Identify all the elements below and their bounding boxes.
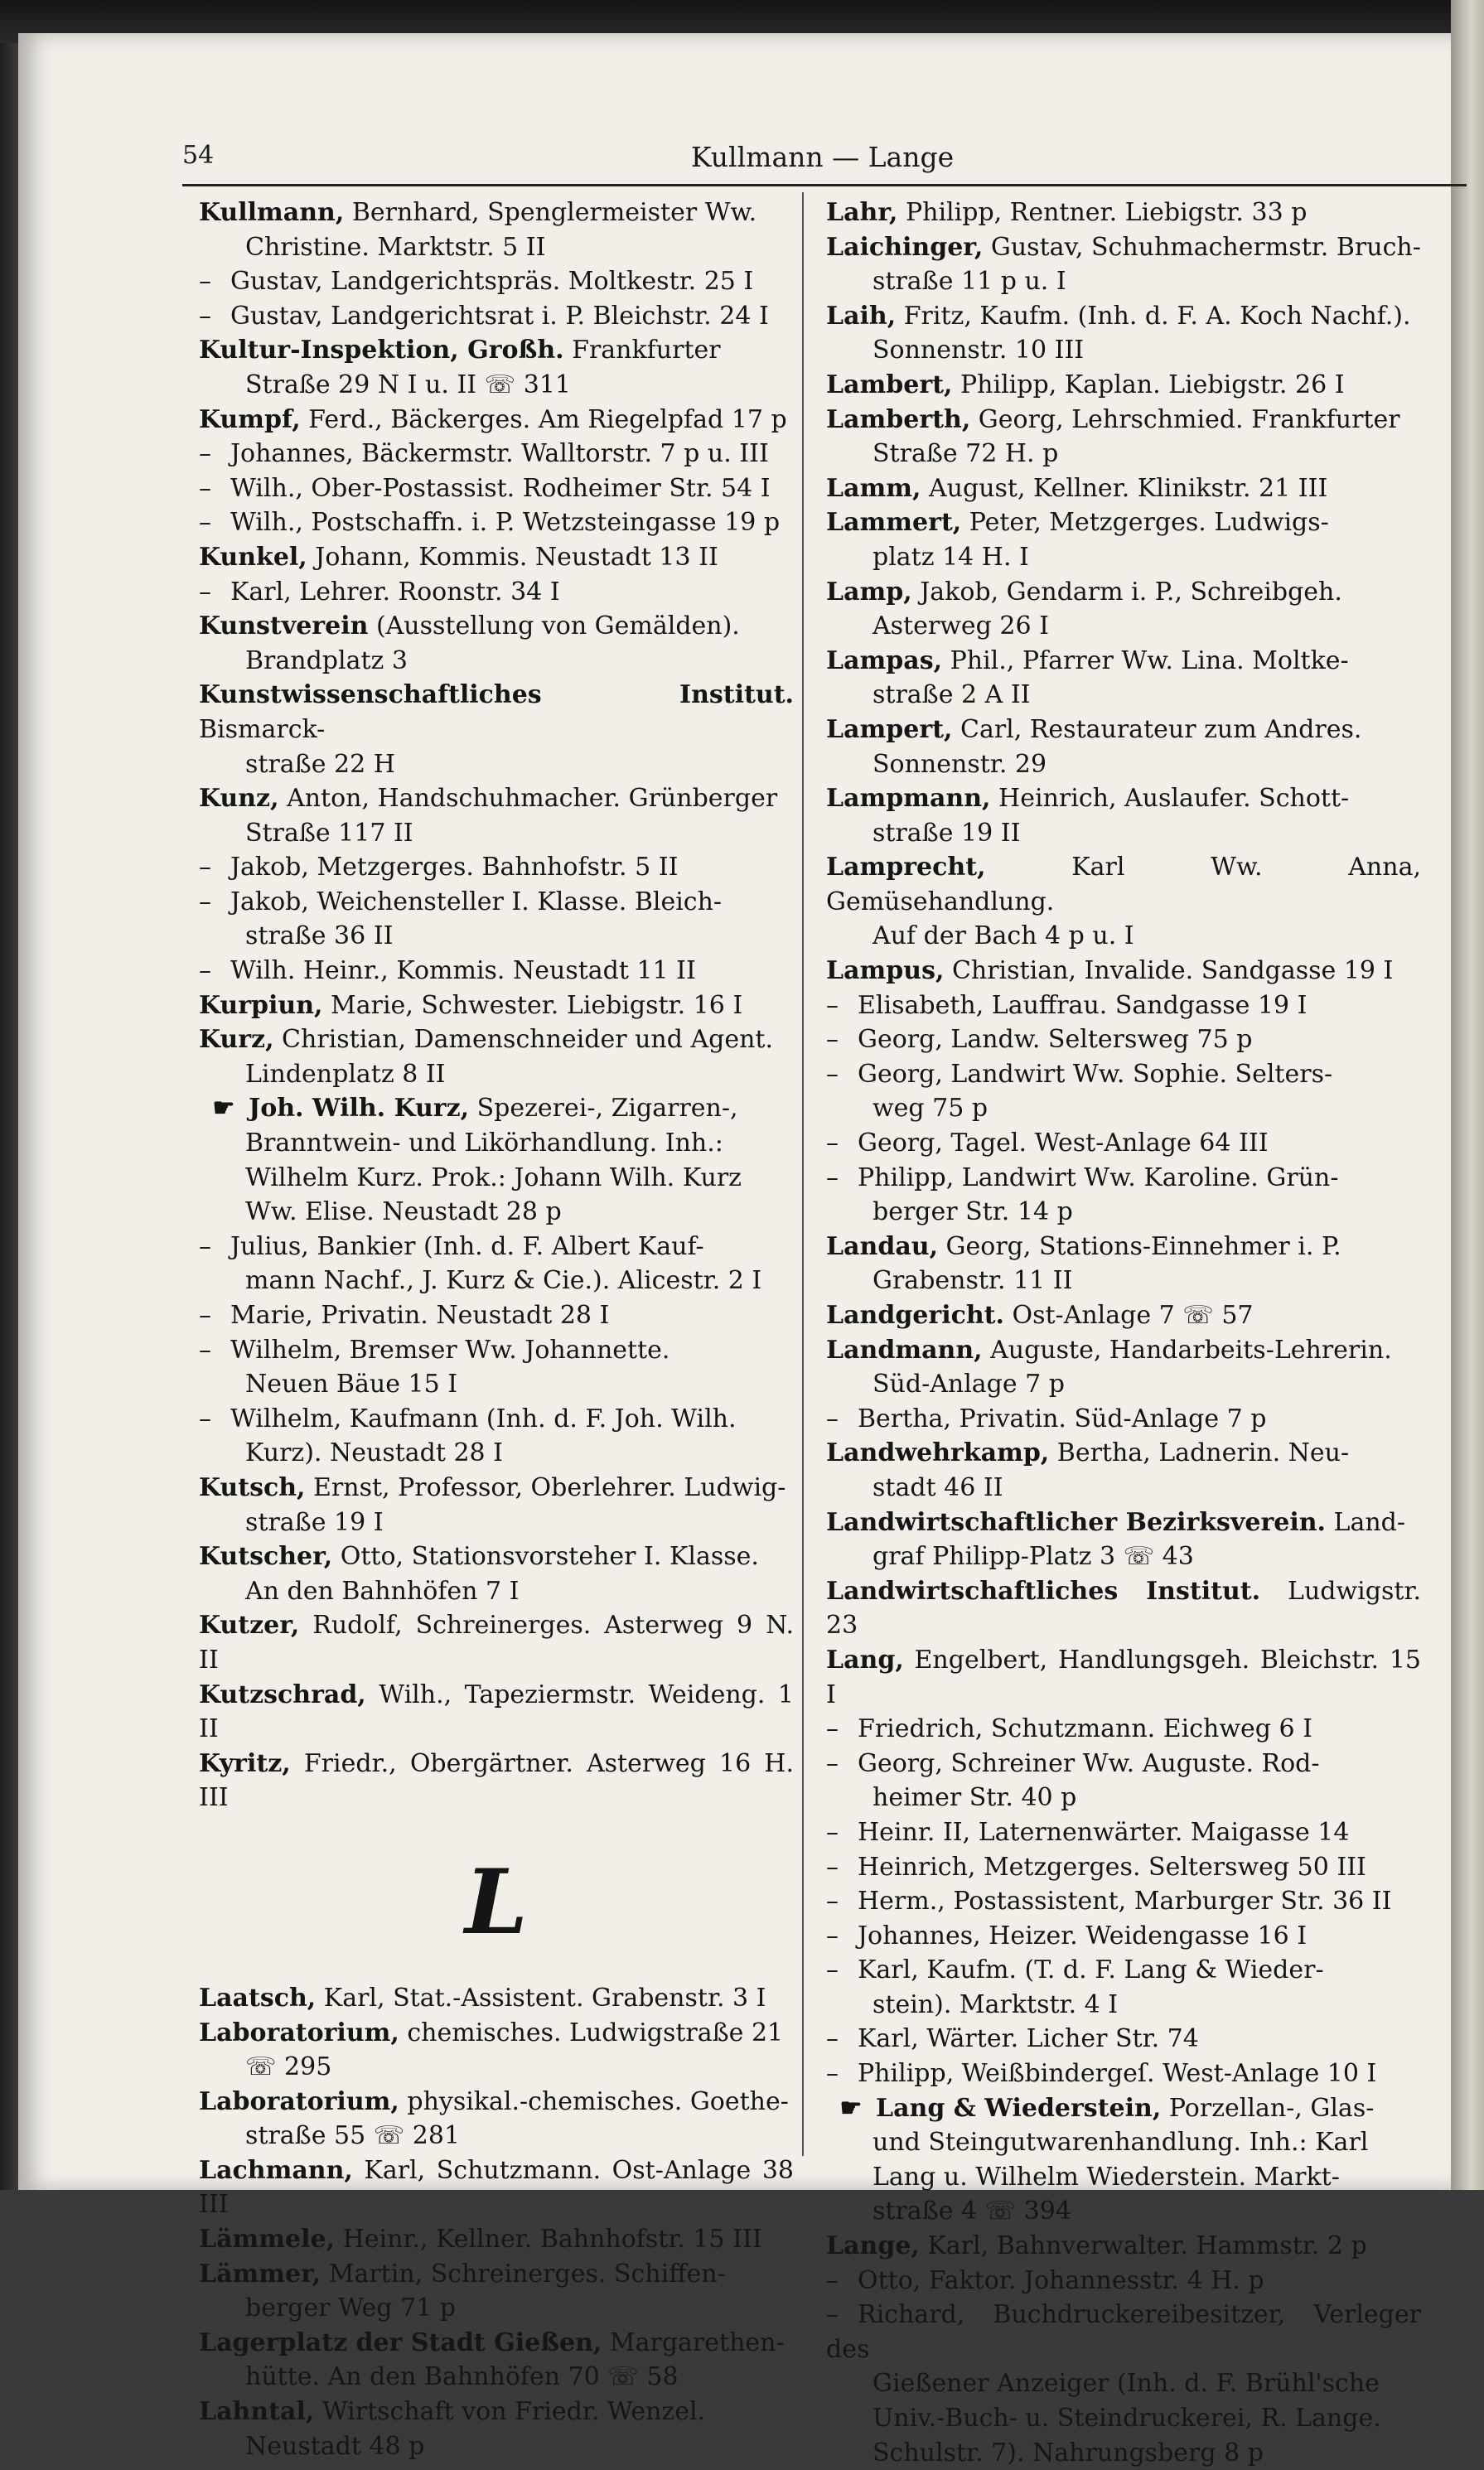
- ditto-dash: –: [826, 2265, 839, 2295]
- entry-text: Karl, Kaufm. (T. d. F. Lang & Wieder-: [858, 1955, 1324, 1985]
- page-edges: [1451, 0, 1484, 2190]
- column-divider: [802, 192, 804, 2156]
- entry-text: Georg, Landwirt Ww. Sophie. Selters-: [858, 1059, 1333, 1089]
- entry-text: Friedr., Obergärtner. Asterweg 16 H. III: [199, 1748, 794, 1813]
- directory-entry: [199, 2395, 794, 2429]
- entry-name: Laboratorium,: [199, 2018, 399, 2047]
- entry-name: Kutzer,: [199, 1611, 300, 1641]
- entry-text: Frankfurter: [563, 336, 721, 365]
- directory-entry: [826, 575, 1421, 610]
- entry-continuation: graf Philipp-Platz 3 ☏ 43: [873, 1542, 1194, 1572]
- directory-entry: [826, 505, 1421, 540]
- directory-entry: [199, 988, 794, 1023]
- entry-text: Wirtschaft von Friedr. Wenzel.: [314, 2397, 706, 2427]
- entry-text: Gustav, Landgerichtsrat i. P. Bleichstr. 24 I: [230, 301, 769, 331]
- left-column: [199, 196, 794, 2463]
- directory-entry: [826, 1126, 1421, 1161]
- ditto-dash: –: [826, 1059, 839, 1089]
- directory-entry: [826, 1919, 1421, 1954]
- ditto-dash: –: [826, 1025, 839, 1055]
- directory-entry: [199, 678, 794, 747]
- ditto-dash: –: [826, 1748, 839, 1778]
- directory-entry: [826, 2057, 1421, 2091]
- directory-entry: [199, 1608, 794, 1677]
- entry-continuation: stein). Marktstr. 4 I: [873, 1989, 1119, 2019]
- entry-text: Porzellan-, Glas-: [1161, 2093, 1375, 2123]
- ditto-dash: –: [826, 1817, 839, 1847]
- entry-name: Lange,: [826, 2231, 920, 2261]
- entry-continuation: Straße 117 II: [245, 818, 413, 848]
- entry-text: Anton, Handschuhmacher. Grünberger: [278, 784, 778, 814]
- entry-continuation: berger Weg 71 p: [245, 2294, 456, 2323]
- entry-text: Wilhelm, Kaufmann (Inh. d. F. Joh. Wilh.: [230, 1404, 737, 1433]
- directory-entry: [826, 1815, 1421, 1850]
- directory-entry: [826, 1747, 1421, 1781]
- entry-continuation: Straße 29 N I u. II ☏ 311: [245, 370, 571, 399]
- directory-entry: [826, 1333, 1421, 1368]
- entry-continuation: Christine. Marktstr. 5 II: [245, 232, 546, 262]
- entry-name: Lampus,: [826, 956, 945, 986]
- entry-name: Kurz,: [199, 1025, 274, 1055]
- entry-text: Bertha, Ladnerin. Neu-: [1049, 1438, 1350, 1468]
- entry-continuation: Lindenplatz 8 II: [245, 1059, 446, 1089]
- directory-entry: [826, 2298, 1421, 2366]
- entry-continuation: straße 4 ☏ 394: [873, 2197, 1071, 2226]
- entry-continuation: Gießener Anzeiger (Inh. d. F. Brühl'sche: [873, 2369, 1380, 2399]
- directory-entry: [826, 1436, 1421, 1471]
- entry-continuation: stadt 46 II: [873, 1472, 1003, 1502]
- entry-text: Karl, Stat.-Assistent. Grabenstr. 3 I: [316, 1983, 766, 2013]
- directory-entry: [826, 1230, 1421, 1264]
- directory-entry: [199, 1471, 794, 1506]
- entry-continuation: Neuen Bäue 15 I: [245, 1370, 458, 1399]
- entry-continuation: heimer Str. 40 p: [873, 1783, 1077, 1813]
- ditto-dash: –: [826, 1162, 839, 1192]
- entry-continuation: Auf der Bach 4 p u. I: [873, 921, 1134, 951]
- entry-text: Philipp, Landwirt Ww. Karoline. Grün-: [858, 1162, 1339, 1192]
- entry-text: Georg, Landw. Seltersweg 75 p: [858, 1025, 1253, 1055]
- entry-name: Kurpiun,: [199, 990, 323, 1020]
- directory-entry: [199, 403, 794, 437]
- entry-name: Lampas,: [826, 645, 943, 675]
- entry-text: Johann, Kommis. Neustadt 13 II: [307, 542, 718, 572]
- directory-entry: [199, 1022, 794, 1057]
- directory-entry: [826, 1643, 1421, 1712]
- ditto-dash: –: [826, 990, 839, 1020]
- entry-continuation: Ww. Elise. Neustadt 28 p: [245, 1197, 562, 1227]
- ditto-dash: –: [826, 2024, 839, 2054]
- entry-text: Karl, Schutzmann. Ost-Anlage 38 III: [199, 2155, 794, 2220]
- entry-continuation: straße 19 I: [245, 1507, 384, 1537]
- page-header: [182, 141, 1462, 182]
- entry-continuation: Asterweg 26 I: [873, 611, 1049, 641]
- entry-name: Lampert,: [826, 714, 953, 744]
- entry-text: Wilh. Heinr., Kommis. Neustadt 11 II: [230, 956, 696, 986]
- entry-text: Bismarck-: [199, 714, 326, 744]
- directory-entry: [199, 1298, 794, 1333]
- entry-text: Georg, Stations-Einnehmer i. P.: [938, 1231, 1341, 1261]
- entry-text: Spezerei-, Zigarren-,: [469, 1094, 738, 1124]
- entry-text: Jakob, Weichensteller I. Klasse. Bleich-: [230, 887, 723, 916]
- entry-continuation: straße 22 H: [245, 749, 395, 779]
- pointing-hand-icon: ☛: [839, 2093, 863, 2123]
- directory-entry: [199, 299, 794, 334]
- entry-continuation: mann Nachf., J. Kurz & Cie.). Alicestr. 2 I: [245, 1266, 762, 1296]
- entry-name: Kutzschrad,: [199, 1680, 366, 1709]
- directory-entry: [826, 230, 1421, 265]
- entry-text: Otto, Faktor. Johannesstr. 4 H. p: [858, 2265, 1264, 2295]
- entry-text: Johannes, Bäckermstr. Walltorstr. 7 p u. III: [230, 439, 769, 469]
- entry-text: Fritz, Kaufm. (Inh. d. F. A. Koch Nachf.).: [896, 301, 1411, 331]
- entry-text: Wilhelm, Bremser Ww. Johannette.: [230, 1335, 670, 1365]
- entry-continuation: berger Str. 14 p: [873, 1197, 1073, 1227]
- entry-name: Laih,: [826, 301, 897, 331]
- ditto-dash: –: [199, 1231, 211, 1261]
- entry-text: Gustav, Schuhmachermstr. Bruch-: [983, 232, 1421, 262]
- directory-entry: [199, 1678, 794, 1747]
- right-column: [826, 196, 1421, 2470]
- entry-continuation: straße 11 p u. I: [873, 267, 1066, 297]
- ditto-dash: –: [826, 1852, 839, 1882]
- entry-text: Bertha, Privatin. Süd-Anlage 7 p: [858, 1404, 1267, 1433]
- header-rule: [182, 184, 1467, 186]
- entry-text: Margarethen-: [602, 2327, 785, 2357]
- entry-continuation: Lang u. Wilhelm Wiederstein. Markt-: [873, 2162, 1340, 2192]
- ditto-dash: –: [199, 853, 211, 882]
- entry-name: Lahr,: [826, 198, 898, 227]
- ditto-dash: –: [199, 267, 211, 297]
- entry-name: Laboratorium,: [199, 2086, 399, 2116]
- directory-entry: [826, 403, 1421, 437]
- entry-name: Kunkel,: [199, 542, 307, 572]
- entry-continuation: weg 75 p: [873, 1094, 989, 1124]
- entry-text: Ernst, Professor, Oberlehrer. Ludwig-: [305, 1472, 786, 1502]
- ditto-dash: –: [199, 577, 211, 607]
- entry-text: Georg, Lehrschmied. Frankfurter: [970, 404, 1400, 434]
- entry-name: Laatsch,: [199, 1983, 317, 2013]
- entry-continuation: Sonnenstr. 29: [873, 749, 1047, 779]
- directory-entry: [826, 1850, 1421, 1885]
- entry-continuation: Univ.-Buch- u. Steindruckerei, R. Lange.: [873, 2404, 1381, 2433]
- entry-name: Landwirtschaftliches Institut.: [826, 1576, 1261, 1606]
- entry-text: Jakob, Gendarm i. P., Schreibgeh.: [911, 577, 1342, 607]
- entry-text: Ferd., Bäckerges. Am Riegelpfad 17 p: [300, 404, 787, 434]
- entry-text: Philipp, Kaplan. Liebigstr. 26 I: [952, 370, 1345, 399]
- entry-text: Ost-Anlage 7 ☏ 57: [1003, 1301, 1254, 1330]
- entry-name: Lamberth,: [826, 404, 971, 434]
- entry-name: Lampmann,: [826, 784, 991, 814]
- directory-entry: [199, 2222, 794, 2257]
- entry-text: Carl, Restaurateur zum Andres.: [952, 714, 1362, 744]
- entry-text: Christian, Damenschneider und Agent.: [273, 1025, 773, 1055]
- entry-text: Karl Ww. Anna, Gemüsehandlung.: [826, 853, 1421, 916]
- directory-entry: [199, 2016, 794, 2051]
- directory-entry: [826, 2091, 1421, 2126]
- directory-entry: [199, 471, 794, 506]
- entry-text: Wilh., Ober-Postassist. Rodheimer Str. 54 I: [230, 473, 771, 503]
- entry-text: Gustav, Landgerichtspräs. Moltkestr. 25 I: [230, 267, 754, 297]
- ditto-dash: –: [199, 887, 211, 916]
- directory-entry: [826, 1057, 1421, 1092]
- entry-text: Friedrich, Schutzmann. Eichweg 6 I: [858, 1714, 1313, 1744]
- entry-name: Kunz,: [199, 784, 279, 814]
- entry-text: Heinr. II, Laternenwärter. Maigasse 14: [858, 1817, 1350, 1847]
- entry-name: Lamm,: [826, 473, 921, 503]
- entry-text: Johannes, Heizer. Weidengasse 16 I: [858, 1921, 1308, 1950]
- entry-name: Lamp,: [826, 577, 912, 607]
- ditto-dash: –: [199, 439, 211, 469]
- directory-entry: [199, 437, 794, 471]
- directory-entry: [199, 1540, 794, 1574]
- directory-entry: [199, 540, 794, 575]
- directory-entry: [826, 1574, 1421, 1643]
- entry-text: Peter, Metzgerges. Ludwigs-: [961, 508, 1329, 538]
- directory-entry: [199, 1747, 794, 1815]
- ditto-dash: –: [199, 1404, 211, 1433]
- directory-entry: [826, 1884, 1421, 1919]
- entry-name: Kullmann,: [199, 198, 345, 227]
- entry-text: Martin, Schreinerges. Schiffen-: [321, 2259, 726, 2289]
- directory-entry: [199, 1981, 794, 2016]
- entry-name: Kunstwissenschaftliches Institut.: [199, 680, 794, 710]
- entry-text: Wilh., Postschaffn. i. P. Wetzsteingasse 19 p: [230, 508, 781, 538]
- entry-continuation: Neustadt 48 p: [245, 2431, 425, 2461]
- entry-continuation: hütte. An den Bahnhöfen 70 ☏ 58: [245, 2362, 679, 2392]
- directory-entry: [199, 333, 794, 368]
- entry-name: Laichinger,: [826, 232, 984, 262]
- entry-text: Marie, Schwester. Liebigstr. 16 I: [322, 990, 743, 1020]
- entry-text: Karl, Bahnverwalter. Hammstr. 2 p: [919, 2231, 1367, 2261]
- entry-text: chemisches. Ludwigstraße 21: [399, 2018, 784, 2047]
- entry-name: Lachmann,: [199, 2155, 353, 2185]
- entry-text: Marie, Privatin. Neustadt 28 I: [230, 1301, 610, 1330]
- directory-entry: [199, 850, 794, 885]
- ditto-dash: –: [199, 508, 211, 538]
- directory-entry: [826, 781, 1421, 816]
- entry-continuation: und Steingutwarenhandlung. Inh.: Karl: [873, 2128, 1369, 2158]
- directory-entry: [199, 2257, 794, 2292]
- entry-name: Joh. Wilh. Kurz,: [249, 1094, 470, 1124]
- entry-name: Landau,: [826, 1231, 939, 1261]
- directory-entry: [826, 713, 1421, 747]
- entry-text: Julius, Bankier (Inh. d. F. Albert Kauf-: [230, 1231, 704, 1261]
- directory-entry: [199, 2085, 794, 2120]
- entry-text: Richard, Buchdruckereibesitzer, Verleger des: [826, 2300, 1421, 2364]
- entry-name: Landgericht.: [826, 1301, 1004, 1330]
- directory-entry: [826, 850, 1421, 919]
- entry-name: Kutsch,: [199, 1472, 306, 1502]
- directory-entry: [199, 575, 794, 610]
- entry-text: Georg, Tagel. West-Anlage 64 III: [858, 1129, 1269, 1158]
- entry-continuation: straße 36 II: [245, 921, 394, 951]
- entry-continuation: Brandplatz 3: [245, 645, 408, 675]
- running-head: Kullmann — Lange: [690, 141, 955, 173]
- ditto-dash: –: [826, 1129, 839, 1158]
- entry-continuation: Straße 72 H. p: [873, 439, 1059, 469]
- directory-entry: [199, 1230, 794, 1264]
- section-letter: L: [465, 1849, 528, 1955]
- directory-entry: [199, 1402, 794, 1437]
- entry-text: Christian, Invalide. Sandgasse 19 I: [944, 956, 1394, 986]
- entry-text: Land-: [1326, 1507, 1406, 1537]
- ditto-dash: –: [199, 473, 211, 503]
- directory-entry: [199, 1333, 794, 1368]
- entry-name: Landmann,: [826, 1335, 983, 1365]
- entry-name: Landwehrkamp,: [826, 1438, 1050, 1468]
- entry-continuation: Schulstr. 7). Nahrungsberg 8 p: [873, 2438, 1264, 2468]
- entry-continuation: Kurz). Neustadt 28 I: [245, 1438, 504, 1468]
- entry-name: Lammert,: [826, 508, 962, 538]
- ditto-dash: –: [826, 1887, 839, 1917]
- ditto-dash: –: [199, 956, 211, 986]
- entry-name: Kyritz,: [199, 1748, 291, 1778]
- entry-name: Kutscher,: [199, 1542, 333, 1572]
- directory-entry: [826, 2264, 1421, 2298]
- directory-entry: [826, 1022, 1421, 1057]
- entry-text: Elisabeth, Lauffrau. Sandgasse 19 I: [858, 990, 1308, 1020]
- directory-entry: [199, 885, 794, 920]
- entry-continuation: straße 2 A II: [873, 680, 1031, 710]
- entry-name: Lahntal,: [199, 2397, 315, 2427]
- entry-name: Lamprecht,: [826, 853, 986, 882]
- directory-entry: [826, 954, 1421, 988]
- entry-name: Lang,: [826, 1645, 904, 1675]
- entry-text: Rudolf, Schreinerges. Asterweg 9 N. II: [199, 1611, 794, 1675]
- entry-text: Georg, Schreiner Ww. Auguste. Rod-: [858, 1748, 1320, 1778]
- directory-entry: [199, 781, 794, 816]
- directory-entry: [826, 644, 1421, 679]
- entry-continuation: straße 19 II: [873, 818, 1021, 848]
- ditto-dash: –: [826, 1921, 839, 1950]
- directory-entry: [826, 368, 1421, 403]
- ditto-dash: –: [826, 2300, 839, 2330]
- entry-text: Heinrich, Auslaufer. Schott-: [990, 784, 1350, 814]
- entry-text: Auguste, Handarbeits-Lehrerin.: [982, 1335, 1392, 1365]
- entry-continuation: platz 14 H. I: [873, 542, 1029, 572]
- entry-text: Heinr., Kellner. Bahnhofstr. 15 III: [335, 2225, 762, 2255]
- page-number: 54: [182, 141, 215, 170]
- directory-entry: [199, 609, 794, 644]
- entry-text: Karl, Lehrer. Roonstr. 34 I: [230, 577, 560, 607]
- ditto-dash: –: [826, 1404, 839, 1433]
- entry-name: Kumpf,: [199, 404, 301, 434]
- entry-text: (Ausstellung von Gemälden).: [368, 611, 740, 641]
- entry-continuation: Grabenstr. 11 II: [873, 1266, 1073, 1296]
- entry-text: Otto, Stationsvorsteher I. Klasse.: [332, 1542, 759, 1572]
- ditto-dash: –: [826, 1714, 839, 1744]
- entry-name: Lämmer,: [199, 2259, 321, 2289]
- directory-entry: [826, 2022, 1421, 2057]
- ditto-dash: –: [826, 1955, 839, 1985]
- ditto-dash: –: [199, 1301, 211, 1330]
- entry-text: Herm., Postassistent, Marburger Str. 36 II: [858, 1887, 1392, 1917]
- directory-entry: [199, 1091, 794, 1126]
- directory-entry: [826, 1506, 1421, 1540]
- directory-entry: [826, 471, 1421, 506]
- entry-name: Lang & Wiederstein,: [876, 2093, 1162, 2123]
- directory-entry: [826, 988, 1421, 1023]
- entry-text: physikal.-chemisches. Goethe-: [399, 2086, 789, 2116]
- entry-continuation: Sonnenstr. 10 III: [873, 336, 1085, 365]
- entry-text: Ludwigstr. 23: [826, 1576, 1421, 1641]
- entry-name: Lambert,: [826, 370, 953, 399]
- entry-name: Landwirtschaftlicher Bezirksverein.: [826, 1507, 1327, 1537]
- entry-name: Kultur-Inspektion, Großh.: [199, 336, 564, 365]
- pointing-hand-icon: ☛: [212, 1094, 235, 1124]
- entry-continuation: Branntwein- und Likörhandlung. Inh.:: [245, 1129, 723, 1158]
- entry-text: Heinrich, Metzgerges. Seltersweg 50 III: [858, 1852, 1366, 1882]
- ditto-dash: –: [826, 2059, 839, 2089]
- ditto-dash: –: [199, 1335, 211, 1365]
- entry-continuation: Süd-Anlage 7 p: [873, 1370, 1066, 1399]
- directory-entry: [826, 1953, 1421, 1988]
- entry-continuation: Wilhelm Kurz. Prok.: Johann Wilh. Kurz: [245, 1162, 742, 1192]
- entry-text: Karl, Wärter. Licher Str. 74: [858, 2024, 1199, 2054]
- directory-entry: [199, 954, 794, 988]
- entry-text: Bernhard, Spenglermeister Ww.: [344, 198, 757, 227]
- entry-continuation: straße 55 ☏ 281: [245, 2121, 461, 2151]
- directory-entry: [199, 196, 794, 230]
- directory-entry: [199, 505, 794, 540]
- entry-continuation: ☏ 295: [245, 2052, 332, 2082]
- directory-entry: [199, 264, 794, 299]
- directory-entry: [826, 1298, 1421, 1333]
- directory-entry: [826, 196, 1421, 230]
- directory-entry: [826, 1161, 1421, 1196]
- entry-text: Philipp, Rentner. Liebigstr. 33 p: [897, 198, 1308, 227]
- ditto-dash: –: [199, 301, 211, 331]
- entry-name: Lagerplatz der Stadt Gießen,: [199, 2327, 602, 2357]
- directory-entry: [826, 2229, 1421, 2264]
- entry-text: Phil., Pfarrer Ww. Lina. Moltke-: [942, 645, 1349, 675]
- directory-entry: [826, 299, 1421, 334]
- directory-entry: [199, 2153, 794, 2222]
- entry-text: Engelbert, Handlungsgeh. Bleichstr. 15 I: [826, 1645, 1421, 1709]
- entry-continuation: An den Bahnhöfen 7 I: [245, 1576, 520, 1606]
- entry-name: Kunstverein: [199, 611, 369, 641]
- entry-text: Wilh., Tapeziermstr. Weideng. 1 II: [199, 1680, 794, 1744]
- directory-entry: [826, 1712, 1421, 1747]
- directory-entry: [826, 1402, 1421, 1437]
- directory-entry: [199, 2326, 794, 2361]
- entry-name: Lämmele,: [199, 2225, 336, 2255]
- entry-text: August, Kellner. Klinikstr. 21 III: [921, 473, 1328, 503]
- entry-text: Philipp, Weißbindergeſ. West-Anlage 10 I: [858, 2059, 1377, 2089]
- entry-text: Jakob, Metzgerges. Bahnhofstr. 5 II: [230, 853, 679, 882]
